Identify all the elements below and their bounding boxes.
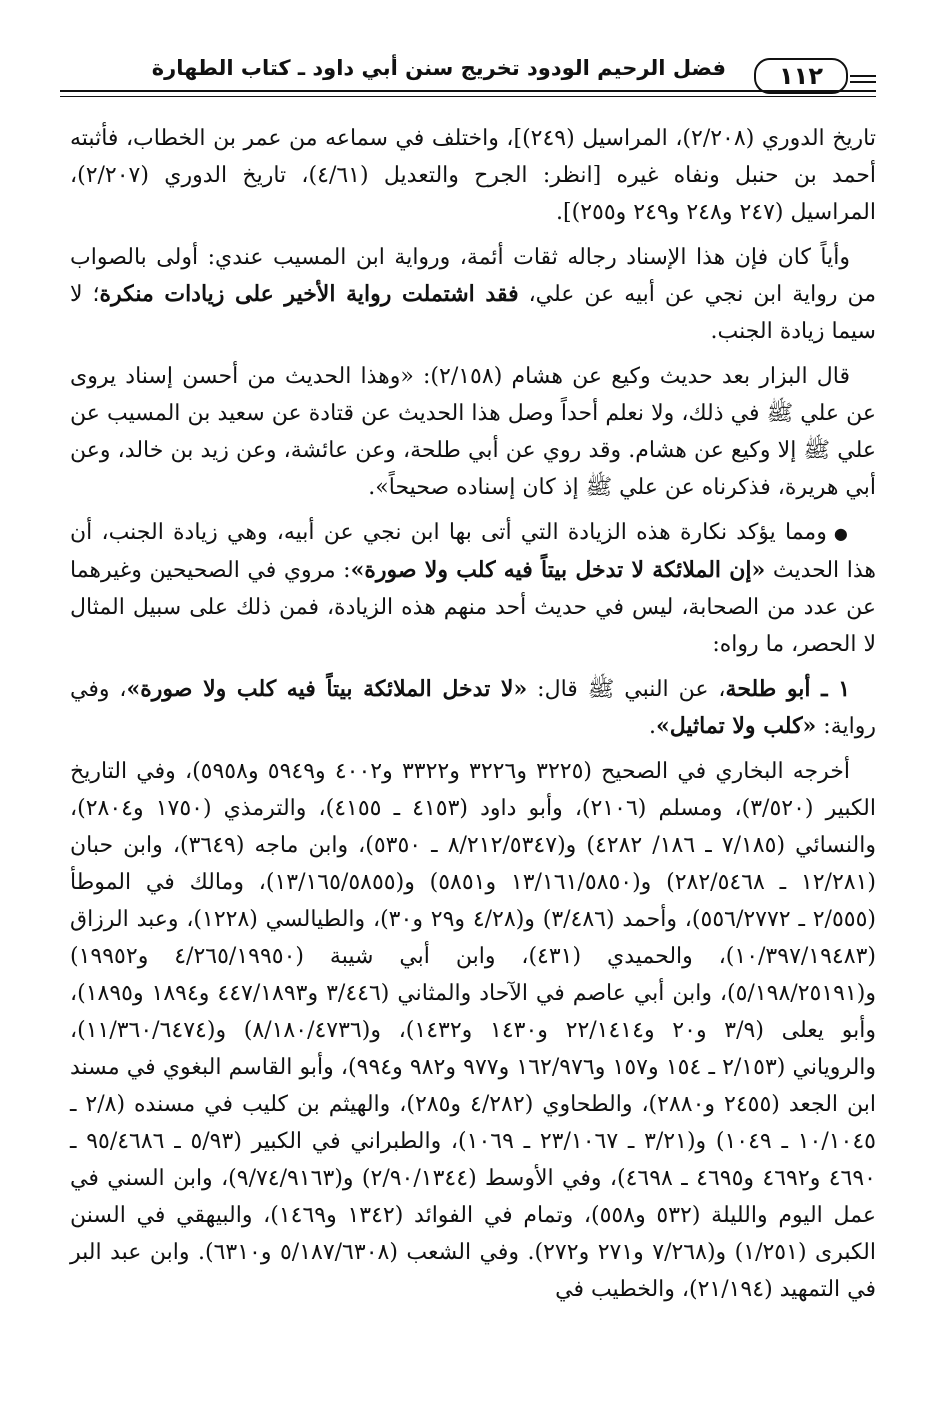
paragraph-2-text: وأياً كان فإن هذا الإسناد رجاله ثقات أئمة، ورواية ابن المسيب عندي: أولى بالصواب من رواية ابن نجي عن أبيه عن علي، (70, 245, 876, 307)
running-header (60, 40, 876, 102)
header-rule (60, 90, 876, 92)
paragraph-3-bazzar-quote: قال البزار بعد حديث وكيع عن هشام (٢/١٥٨): «وهذا الحديث من أحسن إسناد يروى عن علي ﷺ في ذلك، ولا نعلم أحداً وصل هذا الحديث عن قتادة عن سعيد بن المسيب عن علي ﷺ إلا وكيع عن هشام. وقد روي عن أبي طلحة، وعن عائشة، وعن زيد بن خالد، وعن أبي هريرة، فذكرناه عن علي ﷺ إذ كان إسناده صحيحاً». (70, 364, 876, 500)
paragraph-2 (70, 239, 876, 350)
bullet-icon: ● (833, 524, 850, 543)
paragraph-1: تاريخ الدوري (٢/٢٠٨)، المراسيل (٢٤٩)]، واختلف في سماعه من عمر بن الخطاب، فأثبته أحمد بن حنبل ونفاه غيره [انظر: الجرح والتعديل (٤/٦١)، تاريخ الدوري (٢/٢٠٧)، المراسيل (٢٤٧ و٢٤٨ و٢٤٩ و٢٥٥)]. (70, 126, 876, 225)
paragraph-5-text-2: ، وفي رواية: (70, 677, 876, 739)
body-text (70, 120, 876, 1316)
paragraph-5-variant: «كلب ولا تماثيل» (655, 713, 817, 739)
paragraph-4-tail: : مروي في الصحيحين وغيرهما عن عدد من الصحابة، ليس في حديث أحد منهم هذه الزيادة، فمن ذلك على سبيل المثال لا الحصر، ما رواه: (70, 558, 876, 657)
header-rule-thin (60, 96, 876, 97)
paragraph-2-bold: فقد اشتملت رواية الأخير على زيادات منكرة (99, 281, 519, 307)
paragraph-4 (70, 514, 876, 663)
paragraph-5-text: ، عن النبي ﷺ قال: (527, 677, 726, 702)
paragraph-5-abu-talha (70, 671, 876, 745)
paragraph-5-hadith: «لا تدخل الملائكة بيتاً فيه كلب ولا صورة» (126, 676, 528, 702)
paragraph-2-tail: ؛ لا سيما زيادة الجنب. (70, 282, 876, 344)
header-title: فضل الرحيم الودود تخريج سنن أبي داود ـ كتاب الطهارة (151, 56, 726, 80)
narrator-heading: ١ ـ أبو طلحة (725, 676, 851, 702)
page-number: ١١٢ (754, 58, 848, 94)
paragraph-5-end: . (648, 714, 656, 739)
paragraph-6-takhrij: أخرجه البخاري في الصحيح (٣٢٢٥ و٣٢٢٦ و٣٣٢٢ و٤٠٠٢ و٥٩٤٩ و٥٩٥٨)، وفي التاريخ الكبير (٣/٥٢٠)، ومسلم (٢١٠٦)، وأبو داود (٤١٥٣ ـ ٤١٥٥)، والترمذي (١٧٥٠ و٢٨٠٤)، والنسائي (٧/١٨٥ ـ ١٨٦/ ٤٢٨٢) و(٨/٢١٢/٥٣٤٧ ـ ٥٣٥٠)، وابن ماجه (٣٦٤٩)، وابن حبان (١٢/٢٨١ ـ ٢٨٢/٥٤٦٨) و(١٣/١٦١/٥٨٥٠ و٥٨٥١) و(١٣/١٦٥/٥٨٥٥)، ومالك في الموطأ (٢/٥٥٥ ـ ٥٥٦/٢٧٧٢)، وأحمد (٣/٤٨٦) و(٤/٢٨ و٢٩ و٣٠)، والطيالسي (١٢٢٨)، وعبد الرزاق (١٠/٣٩٧/١٩٤٨٣)، والحميدي (٤٣١)، وابن أبي شيبة (٤/٢٦٥/١٩٩٥٠ و١٩٩٥٢) و(٥/١٩٨/٢٥١٩١)، وابن أبي عاصم في الآحاد والمثاني (٣/٤٤٦ و٤٤٧/١٨٩٣ و١٨٩٤ و١٨٩٥)، وأبو يعلى (٣/٩ و٢٠ و٢٢/١٤١٤ و١٤٣٠ و١٤٣٢)، و(٨/١٨٠/٤٧٣٦) و(١١/٣٦٠/٦٤٧٤)، والروياني (٢/١٥٣ ـ ١٥٤ و١٥٧ و١٦٢/٩٧٦ و٩٧٧ و٩٨٢ و٩٩٤)، وأبو القاسم البغوي في مسند ابن الجعد (٢٤٥٥ و٢٨٨٠)، والطحاوي (٤/٢٨٢ و٢٨٥)، والهيثم بن كليب في مسنده (٢/٨ ـ ١٠/١٠٤٥ ـ ١٠٤٩) و(٣/٢١ ـ ٢٣/١٠٦٧ ـ ١٠٦٩)، والطبراني في الكبير (٥/٩٣ ـ ٩٥/٤٦٨٦ ـ ٤٦٩٠ و٤٦٩٢ و٤٦٩٥ ـ ٤٦٩٨)، وفي الأوسط (٢/٩٠/١٣٤٤) و(٩/٧٤/٩١٦٣)، وابن السني في عمل اليوم والليلة (٥٣٢ و٥٥٨)، وتمام في الفوائد (١٣٤٢ و١٤٦٩)، والبيهقي في السنن الكبرى (١/٢٥١) و(٧/٢٦٨ و٢٧١ و٢٧٢). وفي الشعب (٥/١٨٧/٦٣٠٨ و٦٣١٠). وابن عبد البر في التمهيد (٢١/١٩٤)، والخطيب في (70, 759, 877, 1302)
paragraph-4-text: ومما يؤكد نكارة هذه الزيادة التي أتى بها ابن نجي عن أبيه، وهي زيادة الجنب، أن هذا الحديث (70, 520, 877, 583)
header-rule-right (850, 75, 876, 77)
paragraph-4-hadith: «إن الملائكة لا تدخل بيتاً فيه كلب ولا صورة» (350, 557, 766, 583)
header-rule-right-2 (850, 81, 876, 83)
